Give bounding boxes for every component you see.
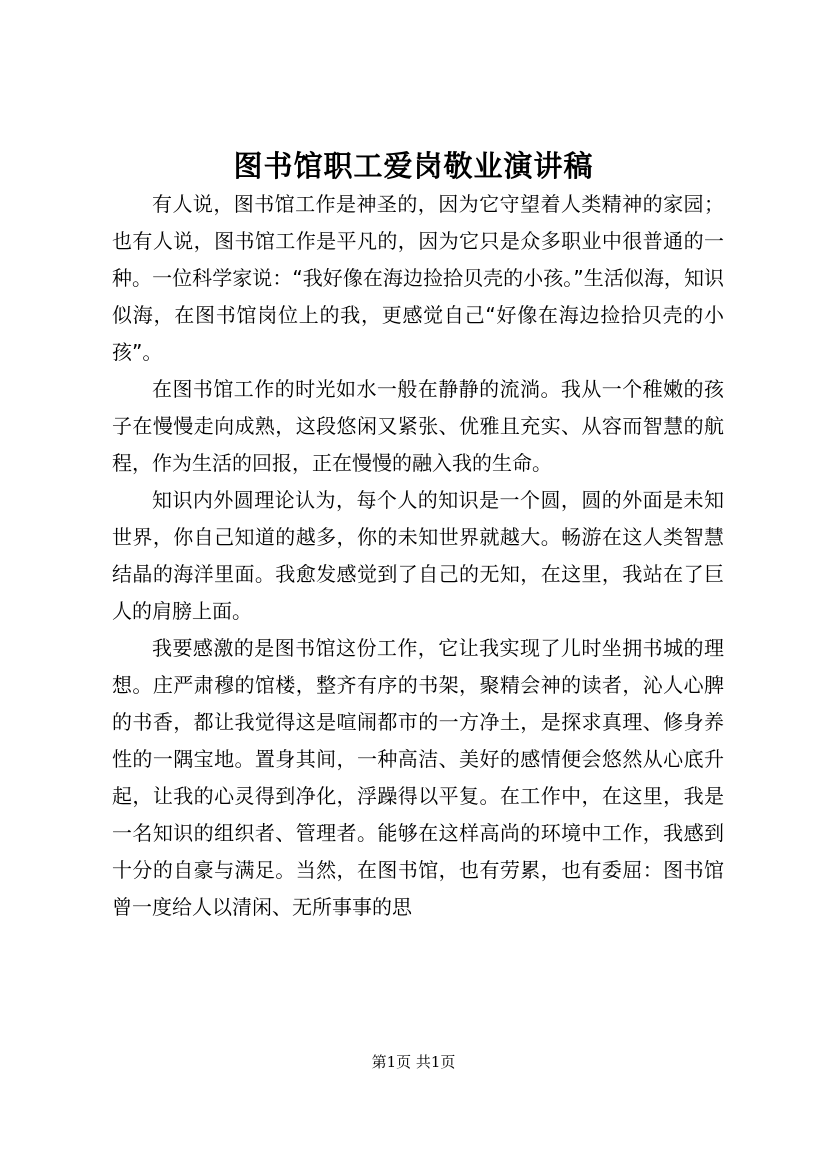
document-title: 图书馆职工爱岗敬业演讲稿	[233, 149, 594, 183]
paragraph-4: 我要感激的是图书馆这份工作，它让我实现了儿时坐拥书城的理想。庄严肃穆的馆楼，整齐有序的书架，聚精会神的读者，沁人心脾的书香，都让我觉得这是喧闹都市的一方净土，是探求真理、修身养性的一隅宝地。置身其间，一种高洁、美好的感情便会悠然从心底升起，让我的心灵得到净化，浮躁得以平复。在工作中，在这里，我是一名知识的组织者、管理者。能够在这样高尚的环境中工作，我感到十分的自豪与满足。当然，在图书馆，也有劳累，也有委屈：图书馆曾一度给人以清闲、无所事事的思	[112, 636, 724, 919]
paragraph-2: 在图书馆工作的时光如水一般在静静的流淌。我从一个稚嫩的孩子在慢慢走向成熟，这段悠闲又紧张、优雅且充实、从容而智慧的航程，作为生活的回报，正在慢慢的融入我的生命。	[112, 377, 724, 475]
page-number-footer: 第1页 共1页	[371, 1053, 456, 1071]
document-body	[112, 186, 724, 926]
paragraph-1: 有人说，图书馆工作是神圣的，因为它守望着人类精神的家园；也有人说，图书馆工作是平凡的，因为它只是众多职业中很普通的一种。一位科学家说：“我好像在海边捡拾贝壳的小孩。”生活似海，知识似海，在图书馆岗位上的我，更感觉自己“好像在海边捡拾贝壳的小孩”。	[112, 192, 724, 364]
paragraph-3: 知识内外圆理论认为，每个人的知识是一个圆，圆的外面是未知世界，你自己知道的越多，你的未知世界就越大。畅游在这人类智慧结晶的海洋里面。我愈发感觉到了自己的无知，在这里，我站在了巨人的肩膀上面。	[112, 488, 724, 623]
